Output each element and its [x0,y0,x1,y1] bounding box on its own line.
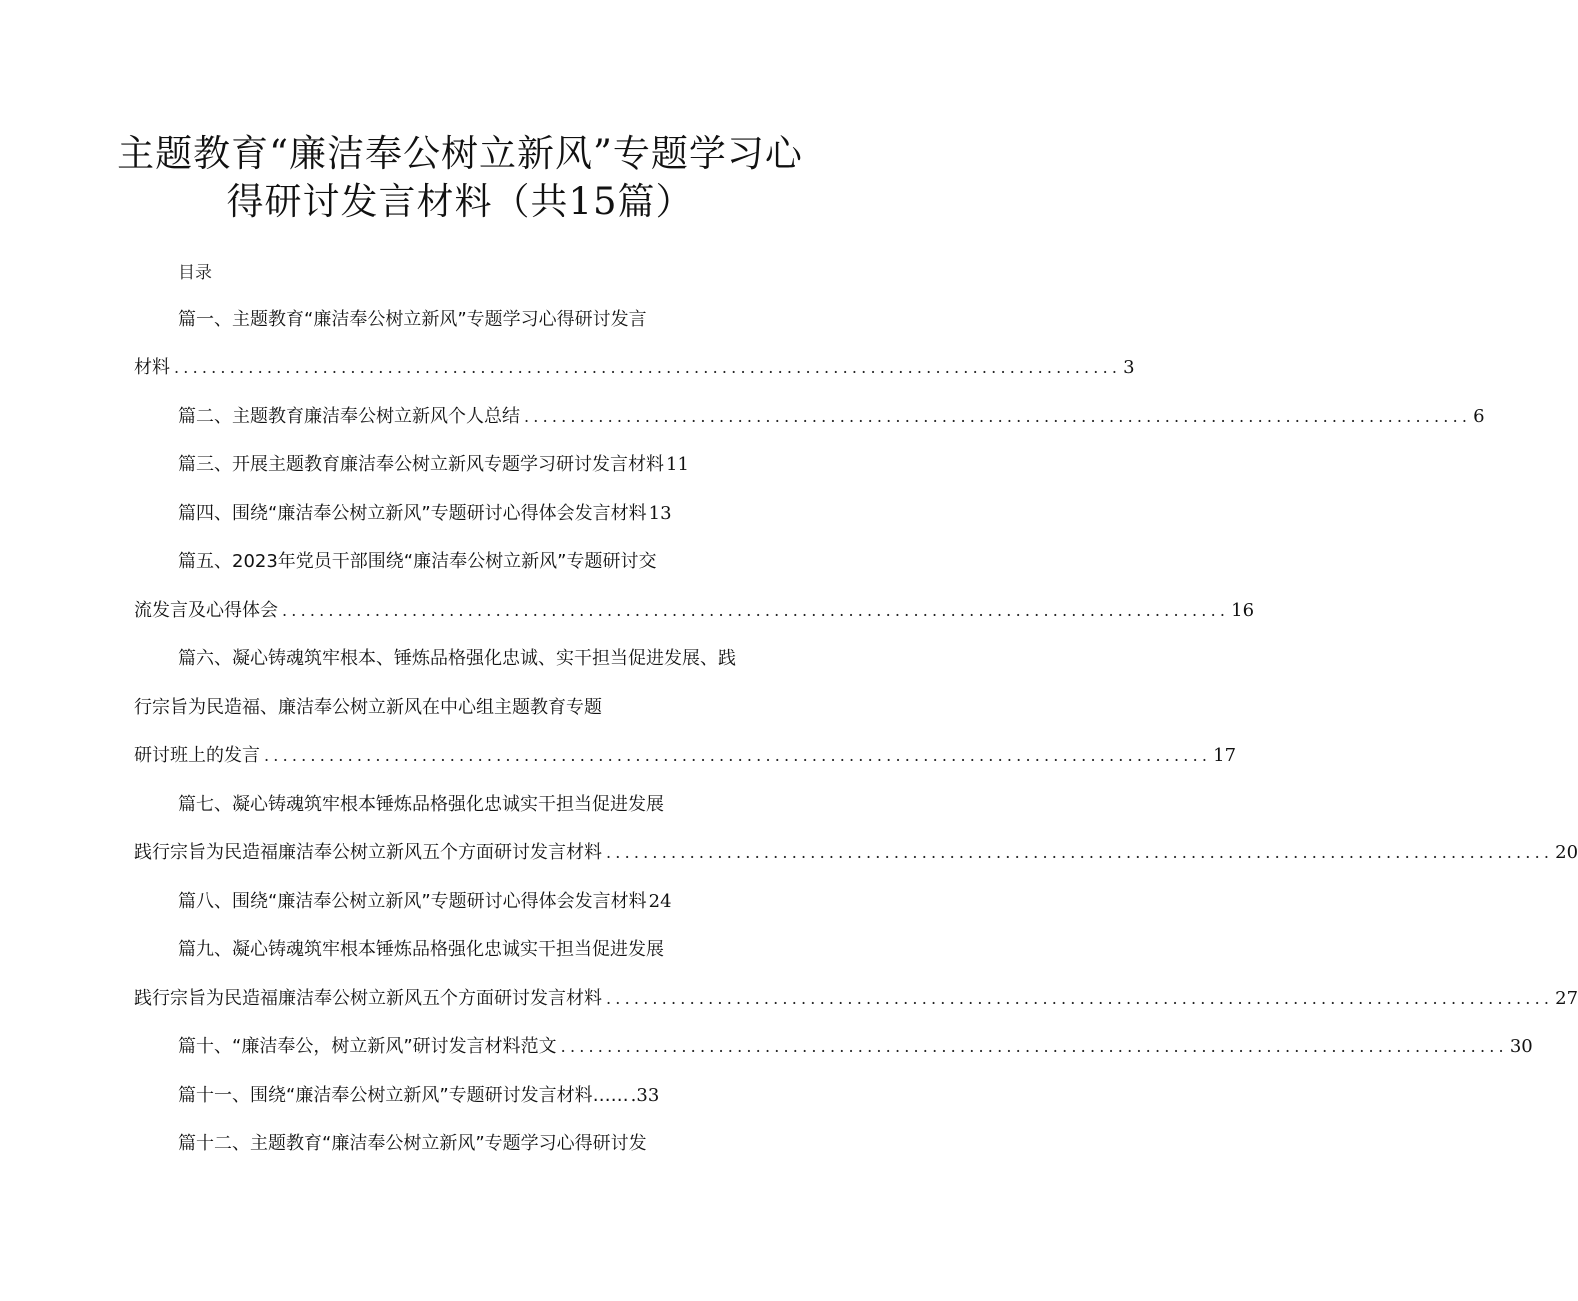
toc-heading: 目录 [178,263,212,283]
toc-page-number: 3 [1123,357,1135,378]
toc-entry-text: 践行宗旨为民造福廉洁奉公树立新风五个方面研讨发言材料 [134,988,602,1009]
toc-entry-text: 篇七、凝心铸魂筑牢根本锤炼品格强化忠诚实干担当促进发展 [178,794,664,815]
toc-entry-text: 篇十一、围绕“廉洁奉公树立新风”专题研讨发言材料…… [178,1085,629,1106]
toc-page-number: 6 [1473,406,1485,427]
toc-entry-text: 材料 [134,357,170,378]
toc-entry-7-line-1[interactable] [178,791,664,819]
toc-entry-text: 流发言及心得体会 [134,600,278,621]
toc-entry-12-line-1[interactable] [178,1130,647,1158]
toc-entry-4[interactable] [178,500,672,528]
document-title-line-2: 得研讨发言材料（共15篇） [226,180,694,223]
toc-leader-dots: ...................................................................................................... [282,601,1230,620]
toc-entry-text: 篇九、凝心铸魂筑牢根本锤炼品格强化忠诚实干担当促进发展 [178,939,664,960]
toc-page-number: 24 [648,891,672,912]
toc-leader-dots: ...................................................................................................... [264,746,1212,765]
toc-entry-text: 践行宗旨为民造福廉洁奉公树立新风五个方面研讨发言材料 [134,842,602,863]
toc-entry-text: 篇六、凝心铸魂筑牢根本、锤炼品格强化忠诚、实干担当促进发展、践 [178,648,736,669]
toc-entry-9-line-1[interactable] [178,936,664,964]
toc-entry-2[interactable] [178,403,1485,431]
document-title-line-1: 主题教育“廉洁奉公树立新风”专题学习心 [117,132,803,175]
toc-entry-text: 篇三、开展主题教育廉洁奉公树立新风专题学习研讨发言材料 [178,454,664,475]
toc-entry-6-line-3[interactable] [134,742,1237,770]
toc-entry-text: 篇四、围绕“廉洁奉公树立新风”专题研讨心得体会发言材料 [178,503,647,524]
toc-entry-text: 篇八、围绕“廉洁奉公树立新风”专题研讨心得体会发言材料 [178,891,647,912]
toc-entry-text: 篇十二、主题教育“廉洁奉公树立新风”专题学习心得研讨发 [178,1133,647,1154]
toc-page-number: 17 [1213,745,1237,766]
toc-entry-text: 篇五、2023年党员干部围绕“廉洁奉公树立新风”专题研讨交 [178,551,657,572]
toc-leader-dots: ...................................................................................................... [560,1037,1508,1056]
toc-page-number: .33 [630,1085,660,1106]
toc-entry-text: 行宗旨为民造福、廉洁奉公树立新风在中心组主题教育专题 [134,697,602,718]
toc-entry-1-line-1[interactable] [178,306,647,334]
toc-entry-5-line-1[interactable] [178,548,656,576]
toc-leader-dots: ...................................................................................................... [174,358,1122,377]
toc-entry-10[interactable] [178,1033,1533,1061]
toc-entry-11[interactable] [178,1082,659,1110]
toc-entry-text: 研讨班上的发言 [134,745,260,766]
toc-entry-text: 篇二、主题教育廉洁奉公树立新风个人总结 [178,406,520,427]
toc-entry-8[interactable] [178,888,672,916]
toc-entry-text: 篇一、主题教育“廉洁奉公树立新风”专题学习心得研讨发言 [178,309,647,330]
toc-leader-dots: ...................................................................................................... [606,843,1554,862]
toc-entry-5-line-2[interactable] [134,597,1255,625]
toc-page-number: 13 [648,503,672,524]
toc-page-number: 16 [1231,600,1255,621]
toc-entry-6-line-1[interactable] [178,645,736,673]
toc-page-number: 20 [1555,842,1578,863]
toc-page-number: 27 [1555,988,1578,1009]
toc-entry-text: 篇十、“廉洁奉公，树立新风”研讨发言材料范文 [178,1036,557,1057]
toc-entry-3[interactable] [178,451,689,479]
toc-leader-dots: ...................................................................................................... [524,407,1472,426]
toc-entry-1-line-2[interactable] [134,354,1135,382]
toc-leader-dots: ...................................................................................................... [606,989,1554,1008]
toc-page-number: 30 [1509,1036,1533,1057]
toc-entry-9-line-2[interactable] [134,985,1578,1013]
toc-entry-7-line-2[interactable] [134,839,1578,867]
toc-entry-6-line-2[interactable] [134,694,602,722]
toc-page-number: 11 [666,454,689,475]
